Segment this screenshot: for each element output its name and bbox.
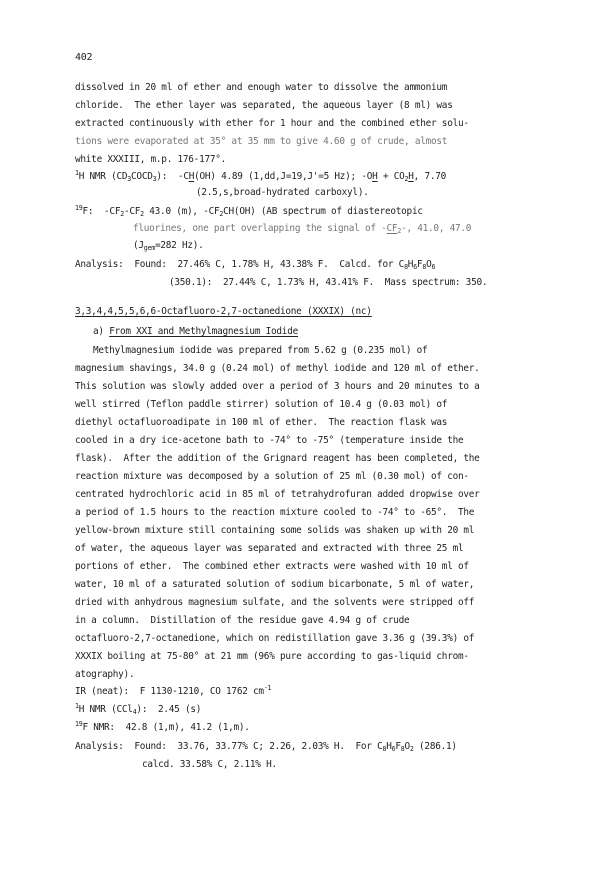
paragraph-line: cooled in a dry ice-acetone bath to -74° to -75° (temperature inside the [75, 435, 464, 446]
paragraph-line: of water, the aqueous layer was separated and extracted with three 25 ml [75, 543, 464, 554]
paragraph-line: tions were evaporated at 35° at 35 mm to give 4.60 g of crude, almost [75, 136, 448, 147]
analysis-continuation: calcd. 33.58% C, 2.11% H. [142, 759, 277, 770]
subsection-heading: a) From XXI and Methylmagnesium Iodide [93, 326, 298, 337]
paragraph-line: dried with anhydrous magnesium sulfate, and the solvents were stripped off [75, 597, 475, 608]
paragraph-line: XXXIX boiling at 75-80° at 21 mm (96% pure according to gas-liquid chrom- [75, 651, 469, 662]
paragraph-line: well stirred (Teflon paddle stirrer) solution of 10.4 g (0.03 mol) of [75, 399, 448, 410]
nmr-1h-line: $^1$H NMR $(CD_3COCD_3)$: -CH(OH) 4.89 (1,dd,J=19,J'=5 Hz); $-OH + CO_2H$, 7.70 [75, 169, 447, 183]
paragraph-line: a period of 1.5 hours to the reaction mixture cooled to -74° to -65°. The [75, 507, 475, 518]
nmr-19f-line: $^{19}$F NMR: 42.8 (1,m), 41.2 (1,m). [75, 720, 250, 733]
paragraph-line: reaction mixture was decomposed by a solution of 25 ml (0.30 mol) of con- [75, 471, 469, 482]
paragraph-line: yellow-brown mixture still containing some solids was shaken up with 20 ml [75, 525, 475, 536]
ir-line: IR (neat): F 1130-1210, CO 1762 $cm^{-1}$ [75, 684, 272, 697]
analysis-line: Analysis: Found: 27.46% C, 1.78% H, 43.38% F. Calcd. for $C_8H_6F_8O_6$ [75, 259, 436, 271]
page-number: 402 [75, 52, 93, 63]
paragraph-line: in a column. Distillation of the residue gave 4.94 g of crude [75, 615, 410, 626]
paragraph-line: water, 10 ml of a saturated solution of sodium bicarbonate, 5 ml of water, [75, 579, 475, 590]
paragraph-line: chloride. The ether layer was separated, the aqueous layer (8 ml) was [75, 100, 453, 111]
section-heading: 3,3,4,4,5,5,6,6-Octafluoro-2,7-octanedione (XXXIX) (nc) [75, 306, 372, 317]
paragraph-line: atography). [75, 669, 135, 680]
paragraph-line: extracted continuously with ether for 1 hour and the combined ether solu- [75, 118, 469, 129]
paragraph-line: magnesium shavings, 34.0 g (0.24 mol) of methyl iodide and 120 ml of ether. [75, 363, 480, 374]
nmr-19f-line-3: ($J_{gem}=282$ Hz). [133, 240, 204, 252]
paragraph-line: This solution was slowly added over a period of 3 hours and 20 minutes to a [75, 381, 480, 392]
paragraph-line: portions of ether. The combined ether extracts were washed with 10 ml of [75, 561, 469, 572]
nmr-19f-line-2: fluorines, one part overlapping the signal of $-CF_2-$, 41.0, 47.0 [133, 223, 472, 235]
analysis-line: Analysis: Found: 33.76, 33.77% C; 2.26, 2.03% H. For $C_8H_6F_8O_2$ (286.1) [75, 741, 457, 753]
paragraph-line: Methylmagnesium iodide was prepared from 5.62 g (0.235 mol) of [93, 345, 428, 356]
analysis-continuation: (350.1): 27.44% C, 1.73% H, 43.41% F. Mass spectrum: 350. [169, 277, 488, 288]
paragraph-line: diethyl octafluoroadipate in 100 ml of ether. The reaction flask was [75, 417, 448, 428]
paragraph-line: octafluoro-2,7-octanedione, which on redistillation gave 3.36 g (39.3%) of [75, 633, 475, 644]
nmr-1h-continuation: (2.5,s,broad-hydrated carboxyl). [196, 187, 369, 198]
paragraph-line: white XXXIII, m.p. 176-177°. [75, 154, 227, 165]
paragraph-line: dissolved in 20 ml of ether and enough water to dissolve the ammonium [75, 82, 448, 93]
nmr-1h-line: $^1$H NMR (CCl$_4$): 2.45 (s) [75, 702, 202, 716]
paragraph-line: centrated hydrochloric acid in 85 ml of tetrahydrofuran added dropwise over [75, 489, 480, 500]
paragraph-line: flask). After the addition of the Grignard reagent has been completed, the [75, 453, 480, 464]
nmr-19f-line: $^{19}$F: $-CF_2-CF_2$ 43.0 (m), $-CF_2CH(OH)$ (AB spectrum of diastereotopic [75, 204, 423, 218]
